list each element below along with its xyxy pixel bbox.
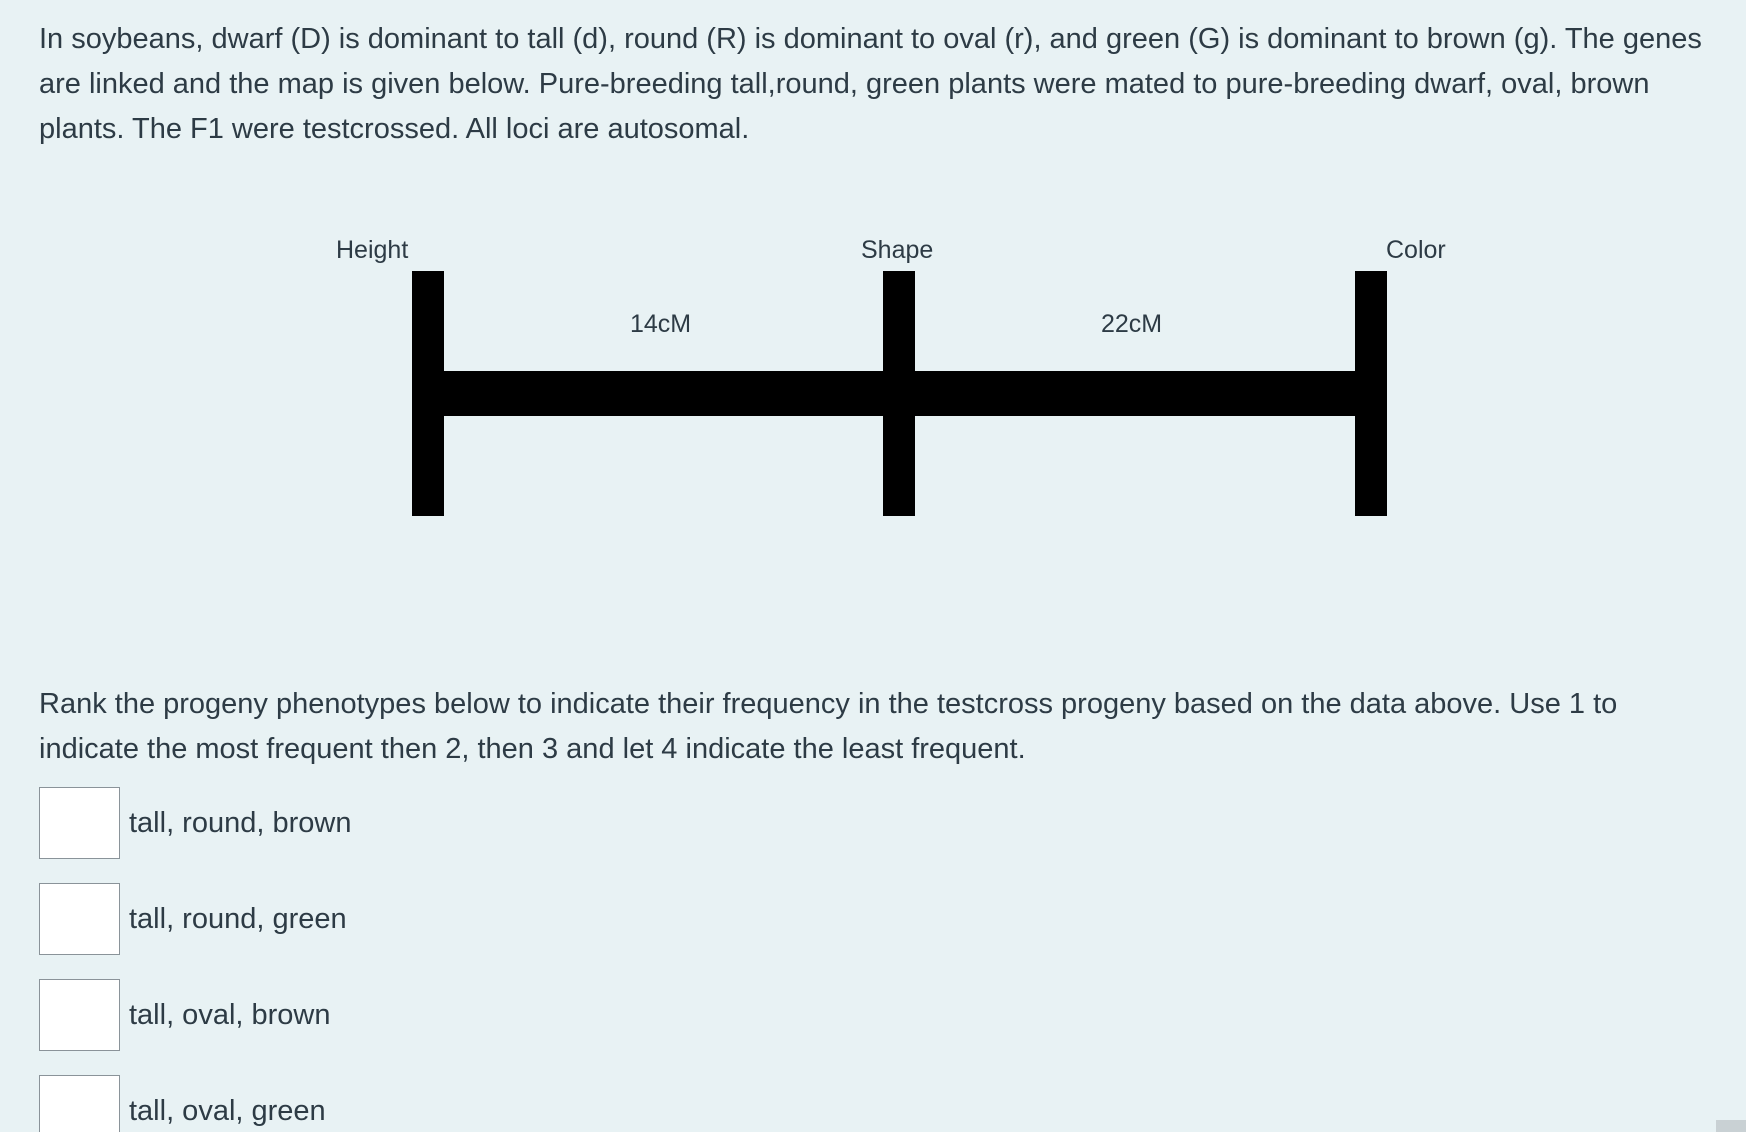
rank-input-tall-oval-brown[interactable] bbox=[39, 979, 120, 1051]
locus-label-color: Color bbox=[1386, 236, 1446, 264]
locus-marker-height bbox=[412, 271, 444, 516]
rank-row-2 bbox=[39, 883, 347, 955]
rank-row-4 bbox=[39, 1075, 326, 1132]
locus-label-height: Height bbox=[336, 236, 409, 264]
locus-marker-color bbox=[1355, 271, 1387, 516]
locus-marker-shape bbox=[883, 271, 915, 516]
rank-row-1 bbox=[39, 787, 351, 859]
question-paragraph: Rank the progeny phenotypes below to indicate their frequency in the testcross progeny based on the data above. Use 1 to indicate the most frequent then 2, then 3 and let 4 indicate the least frequent. bbox=[39, 688, 1618, 765]
locus-label-shape: Shape bbox=[861, 236, 934, 264]
distance-label-height-shape: 14cM bbox=[630, 310, 692, 338]
rank-input-tall-round-green[interactable] bbox=[39, 883, 120, 955]
rank-row-3 bbox=[39, 979, 331, 1051]
rank-input-tall-oval-green[interactable] bbox=[39, 1075, 120, 1132]
rank-label-tall-round-brown: tall, round, brown bbox=[129, 806, 352, 839]
rank-input-tall-round-brown[interactable] bbox=[39, 787, 120, 859]
rank-label-tall-oval-brown: tall, oval, brown bbox=[129, 998, 331, 1031]
intro-paragraph: In soybeans, dwarf (D) is dominant to tall (d), round (R) is dominant to oval (r), and green (G) is dominant to brown (g). The genes are linked and the map is given below. Pure-breeding tall,round, green plants were mated to pure-breeding dwarf, oval, brown plants. The F1 were testcrossed. All loci are autosomal. bbox=[39, 23, 1702, 145]
rank-label-tall-round-green: tall, round, green bbox=[129, 902, 347, 935]
distance-label-shape-color: 22cM bbox=[1101, 310, 1163, 338]
scrollbar-corner[interactable] bbox=[1716, 1120, 1746, 1132]
chromosome-line bbox=[412, 371, 1386, 416]
rank-label-tall-oval-green: tall, oval, green bbox=[129, 1094, 326, 1127]
